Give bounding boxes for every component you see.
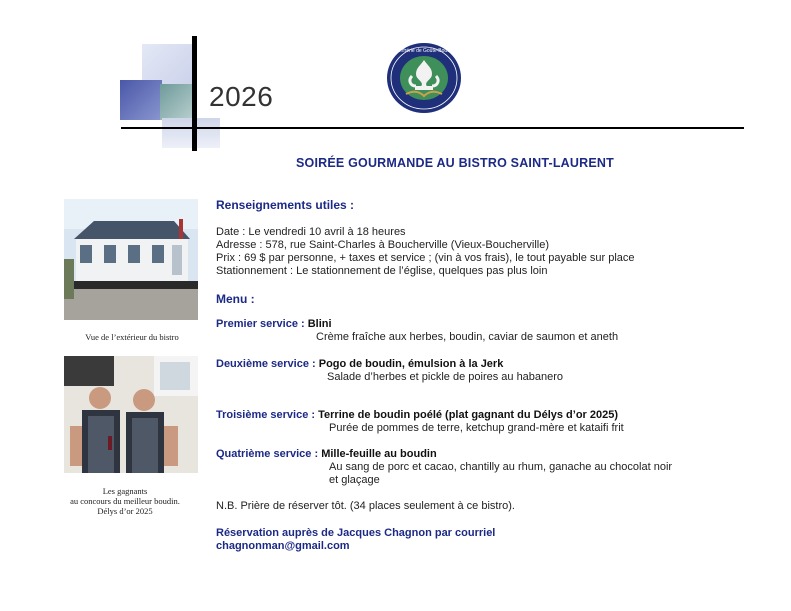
reservation-note: N.B. Prière de réserver tôt. (34 places seulement à ce bistro). bbox=[216, 500, 515, 512]
course-desc: Au sang de porc et cacao, chantilly au rhum, ganache au chocolat noir bbox=[329, 461, 673, 473]
bistro-exterior-photo bbox=[64, 199, 198, 320]
photo2-caption-line: Délys d’or 2025 bbox=[97, 506, 153, 516]
course-label: Quatrième service : bbox=[216, 448, 319, 460]
course-desc: Salade d’herbes et pickle de poires au habanero bbox=[327, 371, 564, 383]
course-1 bbox=[216, 318, 332, 331]
confrerie-logo bbox=[386, 42, 462, 114]
info-address: Adresse : 578, rue Saint-Charles à Boucherville (Vieux-Boucherville) bbox=[216, 239, 550, 251]
winners-photo bbox=[64, 356, 198, 473]
course-dish: Terrine de boudin poélé (plat gagnant du Délys d’or 2025) bbox=[318, 409, 619, 421]
photo2-caption-line: Les gagnants bbox=[102, 486, 148, 496]
logo-text: Confrérie de Goûte-Boudin bbox=[394, 48, 454, 54]
course-4 bbox=[216, 448, 437, 461]
photo2-caption bbox=[48, 486, 202, 516]
decorative-square bbox=[160, 84, 194, 120]
course-desc: et glaçage bbox=[329, 474, 380, 486]
course-label: Premier service : bbox=[216, 318, 305, 330]
course-label: Troisième service : bbox=[216, 409, 316, 421]
reservation-text: Réservation auprès de Jacques Chagnon par courriel bbox=[216, 527, 496, 539]
course-desc: Purée de pommes de terre, ketchup grand-mère et kataifi frit bbox=[329, 422, 624, 434]
reservation-email-link[interactable]: chagnonman@gmail.com bbox=[216, 540, 350, 552]
header-vertical-rule bbox=[192, 36, 197, 151]
info-date: Date : Le vendredi 10 avril à 18 heures bbox=[216, 226, 406, 238]
course-dish: Blini bbox=[307, 318, 332, 330]
photo1-caption: Vue de l’extérieur du bistro bbox=[85, 332, 179, 342]
info-heading: Renseignements utiles : bbox=[216, 198, 355, 212]
header-horizontal-rule bbox=[121, 127, 744, 129]
course-label: Deuxième service : bbox=[216, 358, 316, 370]
photo2-caption-line: au concours du meilleur boudin. bbox=[70, 496, 180, 506]
info-price: Prix : 69 $ par personne, + taxes et service ; (vin à vos frais), le tout payable sur place bbox=[216, 252, 635, 264]
decorative-square bbox=[162, 118, 220, 148]
decorative-square bbox=[120, 80, 162, 120]
info-parking: Stationnement : Le stationnement de l’église, quelques pas plus loin bbox=[216, 265, 548, 277]
menu-heading: Menu : bbox=[216, 292, 255, 306]
page-title: SOIRÉE GOURMANDE AU BISTRO SAINT-LAURENT bbox=[296, 156, 614, 170]
course-dish: Pogo de boudin, émulsion à la Jerk bbox=[318, 358, 504, 370]
course-3 bbox=[216, 409, 618, 422]
course-desc: Crème fraîche aux herbes, boudin, caviar de saumon et aneth bbox=[316, 331, 619, 343]
course-dish: Mille-feuille au boudin bbox=[321, 448, 437, 460]
header-year: 2026 bbox=[209, 81, 274, 112]
course-2 bbox=[216, 358, 503, 371]
